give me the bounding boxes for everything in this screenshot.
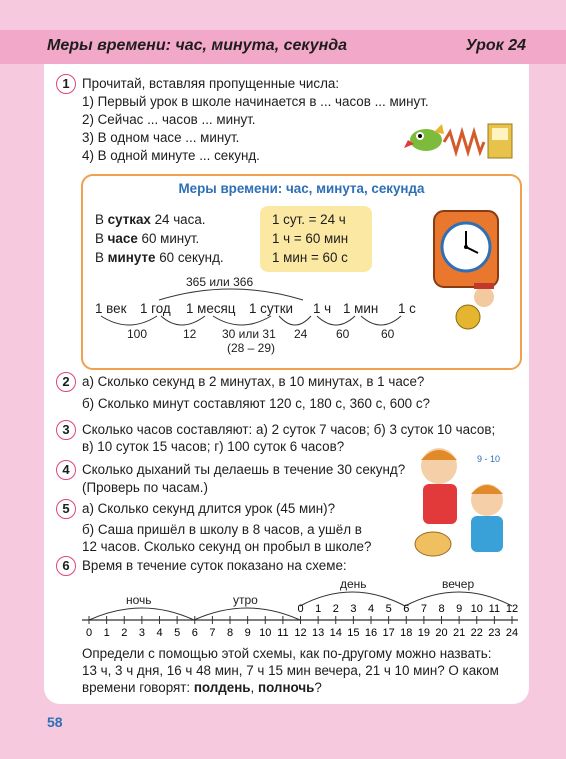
chain-factor-6: 60 (381, 327, 395, 341)
timeline-hour-label: 21 (453, 627, 466, 639)
task1-line-4: 4) В одной минуте ... секунд. (82, 148, 260, 163)
timeline-hour-label: 3 (138, 627, 145, 639)
timeline-afternoon-label: 3 (350, 603, 357, 615)
period-morning: утро (233, 593, 258, 607)
task6-intro: Время в течение суток показано на схеме: (82, 558, 347, 573)
chain-unit-second: 1 с (398, 301, 416, 316)
chain-factor-5: 60 (336, 327, 350, 341)
timeline-hour-label: 14 (329, 627, 342, 639)
timeline-hour-label: 16 (364, 627, 378, 639)
timeline-afternoon-label: 8 (438, 603, 445, 615)
timeline-hour-label: 18 (400, 627, 413, 639)
task-number-2: 2 (56, 372, 76, 392)
chain-unit-minute: 1 мин (343, 301, 379, 316)
task-number-3: 3 (56, 420, 76, 440)
task6-line-3: времени говорят: полдень, полночь? (82, 680, 322, 695)
period-evening: вечер (442, 577, 475, 591)
clock-character-illustration (428, 205, 506, 333)
timeline-hour-label: 23 (488, 627, 501, 639)
timeline-hour-label: 17 (382, 627, 395, 639)
timeline-afternoon-label: 12 (505, 603, 519, 615)
box-row-2: В часе 60 минут. (95, 231, 200, 246)
chain-unit-hour: 1 ч (313, 301, 332, 316)
timeline-afternoon-label: 10 (470, 603, 483, 615)
page-number: 58 (47, 714, 63, 730)
chain-unit-day: 1 сутки (249, 301, 294, 316)
task-number-4: 4 (56, 460, 76, 480)
timeline-hour-label: 4 (156, 627, 163, 639)
chain-factor-3: 30 или 31 (222, 327, 276, 341)
box-row-1: В сутках 24 часа. (95, 212, 206, 227)
timeline-afternoon-label: 6 (403, 603, 410, 615)
task1-line-1: 1) Первый урок в школе начинается в ... часов ... минут. (82, 94, 429, 109)
timeline-afternoon-label: 9 (456, 603, 463, 615)
chain-factor-2: 12 (183, 327, 197, 341)
period-night: ночь (126, 593, 152, 607)
task5-line-1: а) Сколько секунд длится урок (45 мин)? (82, 501, 336, 516)
page-title: Меры времени: час, минута, секунда (47, 37, 348, 54)
task6-line-2: 13 ч, 3 ч дня, 16 ч 48 мин, 7 ч 15 мин вечера, 21 ч 10 мин? О каком (82, 663, 499, 678)
chain-unit-century: 1 век (95, 301, 127, 316)
timeline-hour-label: 15 (347, 627, 360, 639)
timeline-afternoon-label: 2 (332, 603, 339, 615)
timeline-afternoon-label: 1 (315, 603, 322, 615)
task1-intro: Прочитай, вставляя пропущенные числа: (82, 76, 340, 91)
chain-unit-year: 1 год (140, 301, 171, 316)
svg-text:9 - 10: 9 - 10 (477, 454, 501, 464)
equation-3: 1 мин = 60 с (272, 250, 348, 265)
timeline-hour-label: 5 (174, 627, 181, 639)
timeline-afternoon-label: 11 (488, 603, 501, 615)
task-number-5: 5 (56, 499, 76, 519)
equation-2: 1 ч = 60 мин (272, 231, 349, 246)
task-number-6: 6 (56, 556, 76, 576)
box-title: Меры времени: час, минута, секунда (178, 181, 425, 196)
timeline-afternoon-label: 5 (385, 603, 392, 615)
timeline-afternoon-label: 7 (420, 603, 427, 615)
timeline-hour-label: 6 (191, 627, 198, 639)
timeline-hour-label: 20 (435, 627, 448, 639)
task2-a: а) Сколько секунд в 2 минутах, в 10 минутах, в 1 часе? (82, 374, 425, 389)
task5-line-3: 12 часов. Сколько секунд он пробыл в школе? (82, 539, 372, 554)
chain-factor-4: 24 (294, 327, 308, 341)
bird-clock-illustration (404, 118, 516, 166)
timeline-hour-label: 24 (505, 627, 519, 639)
lesson-label: Урок 24 (465, 37, 526, 54)
period-day: день (340, 577, 367, 591)
kids-with-dog-illustration (403, 440, 515, 570)
timeline-hour-label: 9 (244, 627, 251, 639)
chain-factor-extra: (28 – 29) (227, 341, 276, 355)
timeline-hour-label: 1 (103, 627, 110, 639)
task1-line-2: 2) Сейчас ... часов ... минут. (82, 112, 256, 127)
task2-b: б) Сколько минут составляют 120 с, 180 с, 360 с, 600 с? (82, 396, 430, 411)
task5-line-2: б) Саша пришёл в школу в 8 часов, а ушёл в (82, 522, 362, 537)
timeline-hour-label: 12 (294, 627, 307, 639)
task4-line-1: Сколько дыханий ты делаешь в течение 30 секунд? (82, 462, 406, 477)
task1-line-3: 3) В одном часе ... минут. (82, 130, 240, 145)
timeline-hour-label: 13 (312, 627, 325, 639)
task-number-1: 1 (56, 74, 76, 94)
equation-1: 1 сут. = 24 ч (272, 212, 346, 227)
task3-line-1: Сколько часов составляют: а) 2 суток 7 часов; б) 3 суток 10 часов; (82, 422, 496, 437)
timeline-hour-label: 19 (417, 627, 430, 639)
timeline-hour-label: 11 (277, 627, 289, 639)
timeline-hour-label: 10 (259, 627, 272, 639)
chain-unit-month: 1 месяц (186, 301, 236, 316)
timeline-afternoon-label: 0 (297, 603, 304, 615)
chain-factor-1: 100 (127, 327, 148, 341)
box-row-3: В минуте 60 секунд. (95, 250, 224, 265)
task4-line-2: (Проверь по часам.) (82, 480, 208, 495)
timeline-hour-label: 22 (470, 627, 483, 639)
timeline-afternoon-label: 4 (367, 603, 375, 615)
timeline-hour-label: 8 (226, 627, 234, 639)
task6-line-1: Определи с помощью этой схемы, как по-другому можно назвать: (82, 646, 492, 661)
timeline-hour-label: 2 (121, 627, 128, 639)
chain-top-label: 365 или 366 (186, 275, 254, 289)
timeline-hour-label: 7 (209, 627, 216, 639)
task3-line-2: в) 10 суток 15 часов; г) 100 суток 6 часов? (82, 439, 345, 454)
timeline-hour-label: 0 (85, 627, 93, 639)
header-band (0, 30, 566, 64)
